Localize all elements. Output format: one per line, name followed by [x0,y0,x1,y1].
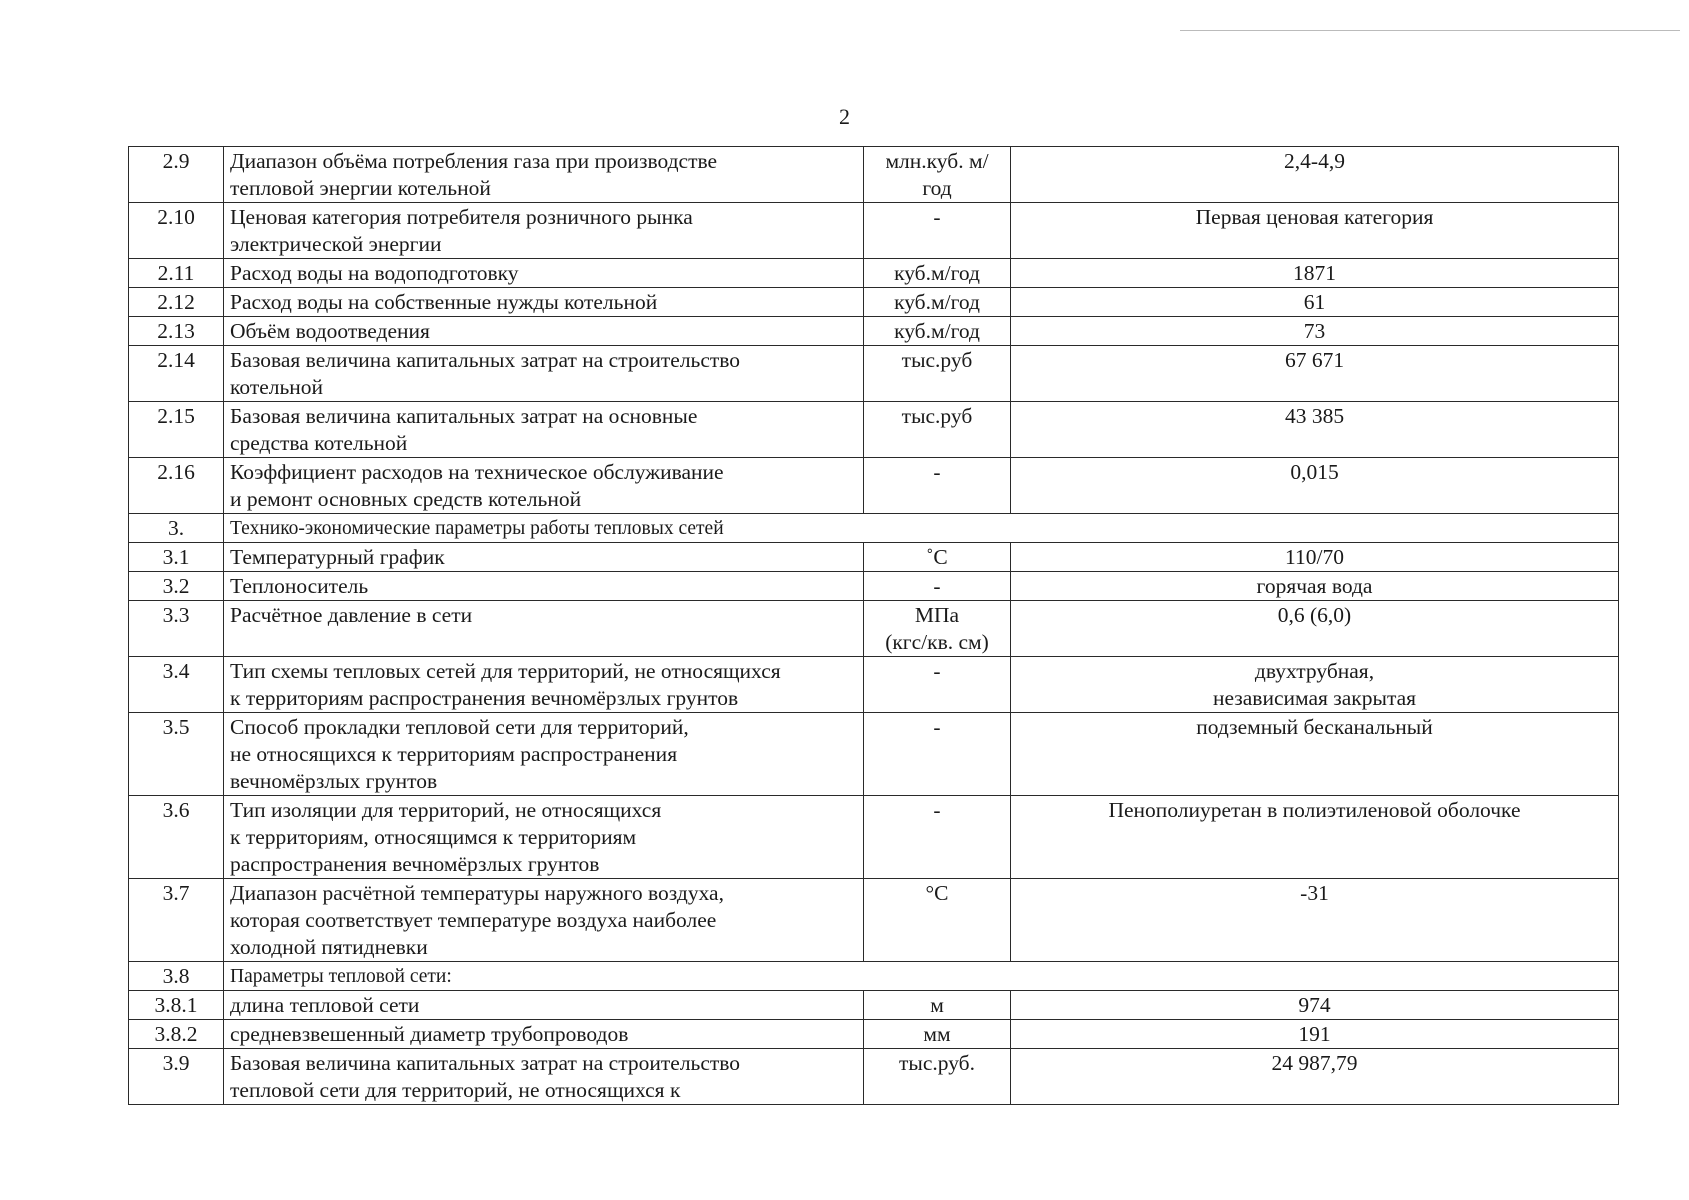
table-row [129,991,1619,1020]
parameter-name-line: и ремонт основных средств котельной [230,487,582,511]
unit-cell [864,203,1011,259]
value-line: 110/70 [1285,545,1344,569]
parameter-name-line: Ценовая категория потребителя розничного рынка [230,205,693,229]
unit-cell [864,288,1011,317]
table-row [129,346,1619,402]
value-cell [1011,1020,1619,1049]
row-number: 3.6 [129,796,224,879]
unit-line: тыс.руб [901,348,973,372]
unit-cell [864,657,1011,713]
value-line: 0,6 (6,0) [1277,603,1352,627]
value-line: 191 [1298,1022,1331,1046]
parameter-name-line: Базовая величина капитальных затрат на основные [230,404,698,428]
row-number: 2.14 [129,346,224,402]
value-cell [1011,402,1619,458]
unit-cell [864,259,1011,288]
value-line: горячая вода [1256,574,1373,598]
table-row [129,962,1619,991]
table-row [129,203,1619,259]
row-number: 3.7 [129,879,224,962]
value-cell [1011,288,1619,317]
unit-cell [864,991,1011,1020]
parameter-name-line: Температурный график [230,545,445,569]
row-number: 3. [129,514,224,543]
row-number: 2.16 [129,458,224,514]
parameter-name [224,572,864,601]
row-number: 2.11 [129,259,224,288]
parameter-name-line: не относящихся к территориям распространения [230,742,678,766]
value-line: 974 [1298,993,1331,1017]
value-cell [1011,713,1619,796]
unit-line: - [933,460,941,484]
parameter-name-line: Базовая величина капитальных затрат на строительство [230,1051,741,1075]
parameter-name [224,543,864,572]
parameter-name [224,879,864,962]
table-row [129,259,1619,288]
unit-cell [864,543,1011,572]
row-number: 3.2 [129,572,224,601]
table-row [129,317,1619,346]
parameter-name-line: Объём водоотведения [230,319,430,343]
parameter-name-line: Расход воды на собственные нужды котельной [230,290,658,314]
table-row [129,796,1619,879]
parameter-name-line: Способ прокладки тепловой сети для территорий, [230,715,689,739]
parameter-name-line: Расход воды на водоподготовку [230,261,519,285]
value-cell [1011,796,1619,879]
unit-line: куб.м/год [894,261,980,285]
value-line: подземный бесканальный [1196,715,1433,739]
table-row [129,147,1619,203]
parameters-table-body [129,147,1619,1105]
page-number: 2 [839,104,850,129]
parameter-name-line: средства котельной [230,431,408,455]
unit-cell [864,458,1011,514]
unit-cell [864,796,1011,879]
value-cell [1011,657,1619,713]
parameter-name-line: средневзвешенный диаметр трубопроводов [230,1022,629,1046]
parameter-name [224,991,864,1020]
table-row [129,657,1619,713]
row-number: 3.1 [129,543,224,572]
parameter-name [224,288,864,317]
parameter-name-line: холодной пятидневки [230,935,428,959]
table-row [129,879,1619,962]
parameter-name [224,458,864,514]
parameter-name-line: Базовая величина капитальных затрат на строительство [230,348,741,372]
value-cell [1011,317,1619,346]
parameter-name-line: распространения вечномёрзлых грунтов [230,852,600,876]
value-line: независимая закрытая [1212,686,1417,710]
unit-line: ˚С [926,545,948,569]
row-number: 2.9 [129,147,224,203]
parameter-name-line: к территориям, относящимся к территориям [230,825,637,849]
unit-line: куб.м/год [894,290,980,314]
unit-line: тыс.руб [901,404,973,428]
row-number: 2.10 [129,203,224,259]
value-line: 43 385 [1284,404,1345,428]
unit-line: куб.м/год [894,319,980,343]
unit-cell [864,1049,1011,1105]
top-rule [1180,30,1680,31]
value-line: 61 [1303,290,1326,314]
parameter-name-line: к территориям распространения вечномёрзлых грунтов [230,686,739,710]
parameter-name [224,1020,864,1049]
parameter-name-line: Тип изоляции для территорий, не относящихся [230,798,662,822]
unit-line: год [922,176,952,200]
value-cell [1011,1049,1619,1105]
row-number: 3.5 [129,713,224,796]
table-row [129,458,1619,514]
unit-cell [864,713,1011,796]
parameter-name-line: Диапазон объёма потребления газа при производстве [230,149,718,173]
unit-cell [864,572,1011,601]
unit-cell [864,317,1011,346]
parameter-name-line: вечномёрзлых грунтов [230,769,438,793]
value-cell [1011,147,1619,203]
unit-line: м [930,993,944,1017]
table-row [129,713,1619,796]
value-line: -31 [1300,881,1329,905]
parameter-name [224,259,864,288]
parameter-name [224,601,864,657]
parameter-name-line: электрической энергии [230,232,442,256]
value-cell [1011,991,1619,1020]
unit-line: - [933,798,941,822]
value-line: 0,015 [1290,460,1339,484]
parameter-name [224,402,864,458]
unit-line: мм [923,1022,951,1046]
value-cell [1011,572,1619,601]
parameter-name [224,796,864,879]
parameters-table [128,146,1619,1105]
unit-cell [864,601,1011,657]
value-line: 1871 [1293,261,1336,285]
parameter-name [224,317,864,346]
unit-cell [864,346,1011,402]
unit-cell [864,402,1011,458]
value-line: 24 987,79 [1271,1051,1358,1075]
unit-line: °С [925,881,949,905]
value-cell [1011,259,1619,288]
value-line: двухтрубная, [1254,659,1375,683]
value-cell [1011,346,1619,402]
unit-line: (кгс/кв. см) [885,630,989,654]
table-row [129,402,1619,458]
value-cell [1011,601,1619,657]
row-number: 3.8.1 [129,991,224,1020]
row-number: 3.8.2 [129,1020,224,1049]
parameter-name-line: Тип схемы тепловых сетей для территорий, не относящихся [230,659,781,683]
value-line: Первая ценовая категория [1195,205,1434,229]
row-number: 3.4 [129,657,224,713]
row-number: 2.12 [129,288,224,317]
parameter-name [224,713,864,796]
value-cell [1011,543,1619,572]
parameter-name [224,203,864,259]
table-row [129,288,1619,317]
unit-line: - [933,659,941,683]
parameter-name [224,147,864,203]
parameter-name-line: длина тепловой сети [230,993,420,1017]
unit-cell [864,147,1011,203]
unit-cell [864,1020,1011,1049]
row-number: 2.15 [129,402,224,458]
parameter-name [224,1049,864,1105]
parameter-name [224,346,864,402]
parameter-name [224,657,864,713]
value-line: 73 [1303,319,1326,343]
parameter-name-line: Теплоноситель [230,574,369,598]
table-row [129,514,1619,543]
parameter-name-line: тепловой энергии котельной [230,176,491,200]
table-row [129,601,1619,657]
parameter-name-line: тепловой сети для территорий, не относящихся к [230,1078,681,1102]
row-number: 3.9 [129,1049,224,1105]
unit-line: МПа [914,603,960,627]
unit-line: млн.куб. м/ [885,149,989,173]
value-line: 2,4-4,9 [1284,149,1345,173]
row-number: 3.8 [129,962,224,991]
value-cell [1011,458,1619,514]
table-row [129,572,1619,601]
row-number: 3.3 [129,601,224,657]
section-heading [224,514,1619,543]
value-line: 67 671 [1284,348,1345,372]
parameter-name-line: котельной [230,375,324,399]
table-row [129,543,1619,572]
value-line: Пенополиуретан в полиэтиленовой оболочке [1108,798,1521,822]
value-cell [1011,879,1619,962]
unit-line: - [933,574,941,598]
unit-line: - [933,205,941,229]
section-heading [224,962,1619,991]
value-cell [1011,203,1619,259]
parameter-name-line: Технико-экономические параметры работы тепловых сетей [230,518,724,539]
table-row [129,1020,1619,1049]
unit-line: - [933,715,941,739]
parameter-name-line: Параметры тепловой сети: [230,966,452,987]
row-number: 2.13 [129,317,224,346]
parameter-name-line: Диапазон расчётной температуры наружного воздуха, [230,881,724,905]
table-row [129,1049,1619,1105]
parameter-name-line: которая соответствует температуре воздуха наиболее [230,908,717,932]
unit-line: тыс.руб. [898,1051,975,1075]
unit-cell [864,879,1011,962]
parameter-name-line: Коэффициент расходов на техническое обслуживание [230,460,724,484]
parameter-name-line: Расчётное давление в сети [230,603,473,627]
